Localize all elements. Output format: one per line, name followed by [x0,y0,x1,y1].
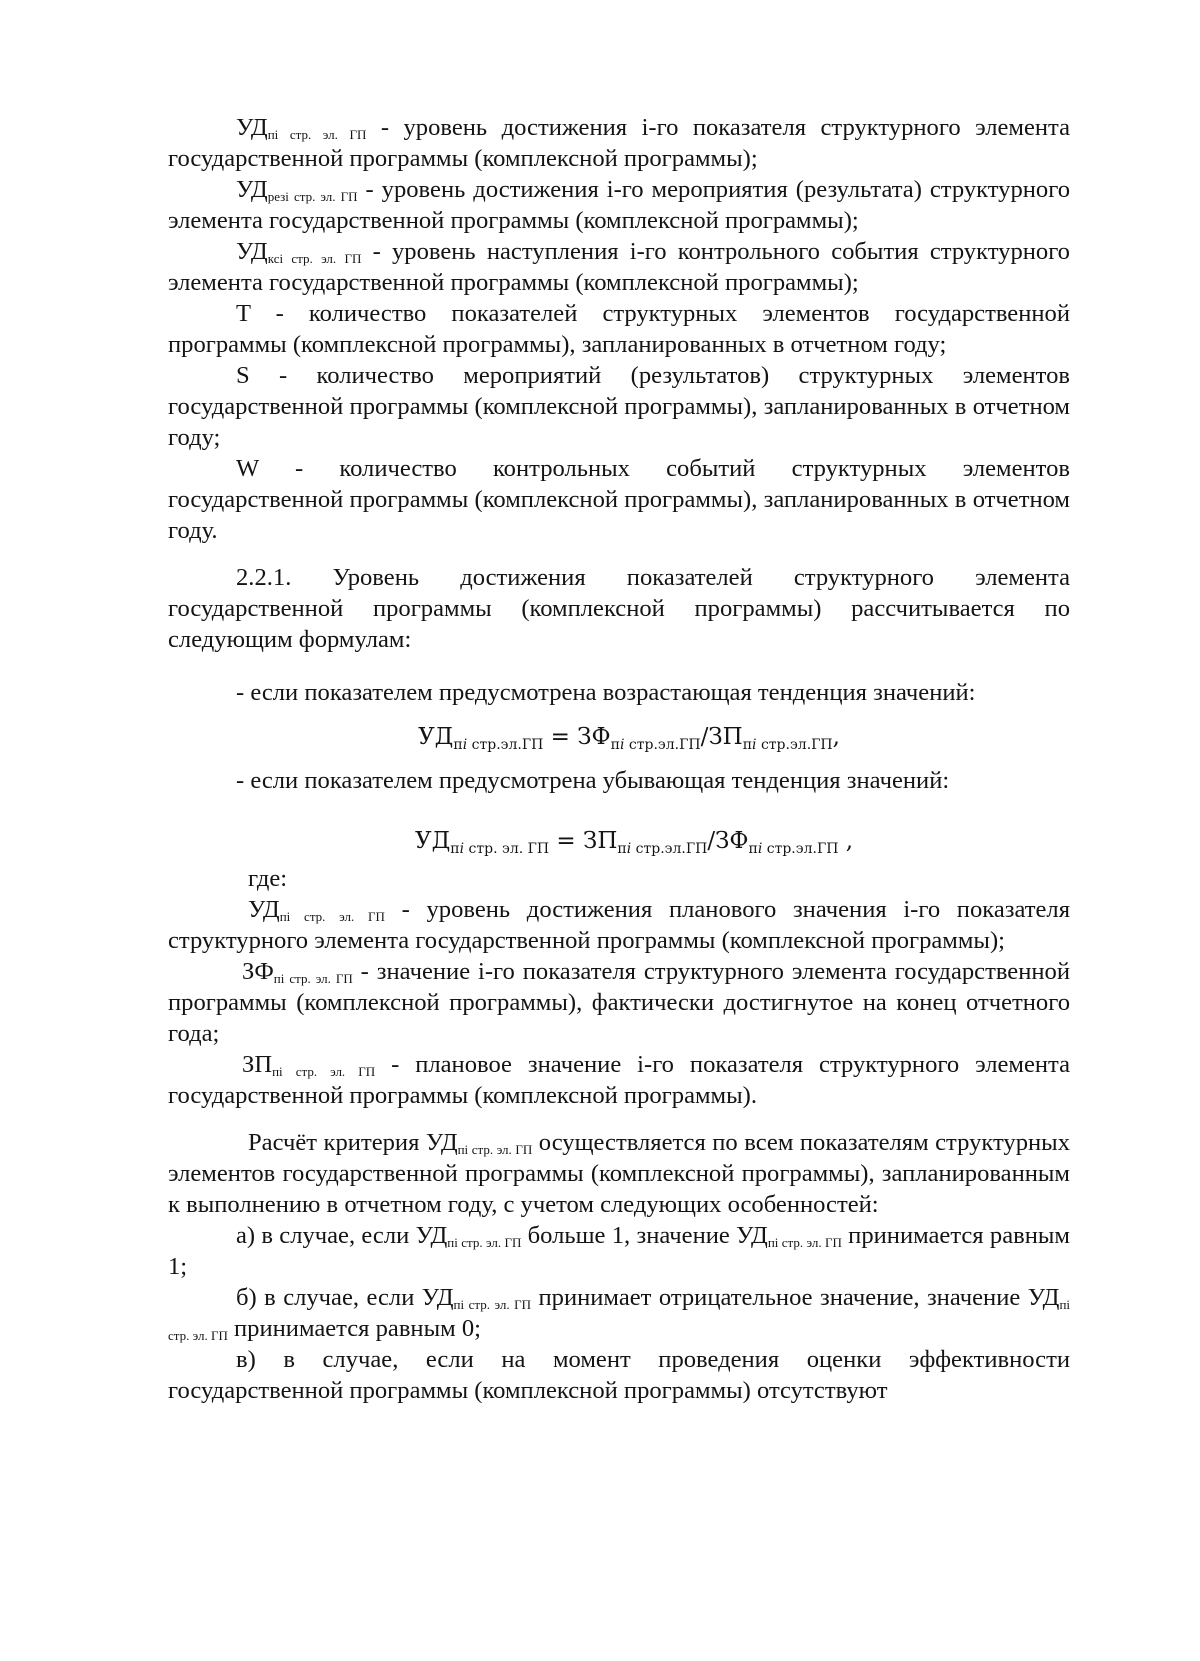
item-v: в) в случае, если на момент проведения оценки эффективности государственной программы (комплексной программы) отсутствуют [168,1346,1070,1404]
ud-ks-definition: $УД_{ксі стр. эл. ГП}$ - уровень наступления i-го контрольного события структурного элемента государственной программы (комплексной программы); [168,238,1070,296]
ud-pi-definition: $УД_{пі стр. эл. ГП}$ - уровень достижения i-го показателя структурного элемента государственной программы (комплексной программы); [168,114,1070,172]
formula-decreasing: $УД_{п𝑖 стр. эл. ГП} = ЗП_{п𝑖 стр.эл.ГП}/ЗФ_{п𝑖 стр.эл.ГП}$ , [414,828,854,857]
t-definition: T - количество показателей структурных элементов государственной программы (комплексной программы), запланированных в отчетном году; [168,300,1070,358]
item-b: б) в случае, если $УД_{пі стр. эл. ГП}$ принимает отрицательное значение, значение $УД_{пі стр. эл. ГП}$ принимается равным 0; [168,1284,1071,1343]
s-definition: S - количество мероприятий (результатов) структурных элементов государственной программы (комплексной программы), запланированных в отчетном году; [168,362,1070,451]
formula-increasing: $УД_{п𝑖 стр.эл.ГП} = ЗФ_{п𝑖 стр.эл.ГП}/ЗП_{п𝑖 стр.эл.ГП}$, [418,724,840,753]
increasing-trend-label: - если показателем предусмотрена возрастающая тенденция значений: [236,679,976,706]
ud-plan-definition: $УД_{пі стр. эл. ГП}$ - уровень достижения планового значения i-го показателя структурного элемента государственной программы (комплексной программы); [168,896,1071,954]
where-label: где: [248,865,288,892]
zp-definition: $ЗП_{пі стр. эл. ГП}$ - плановое значение i-го показателя структурного элемента государственной программы (комплексной программы). [168,1051,1070,1109]
decreasing-trend-label: - если показателем предусмотрена убывающая тенденция значений: [236,767,950,794]
item-a: а) в случае, если $УД_{пі стр. эл. ГП}$ больше 1, значение $УД_{пі стр. эл. ГП}$ принимается равным 1; [168,1222,1070,1280]
zf-definition: $ЗФ_{пі стр. эл. ГП}$ - значение i-го показателя структурного элемента государственной программы (комплексной программы), фактически достигнутое на конец отчетного года; [168,958,1070,1047]
document-page [168,112,1070,1406]
calculation-paragraph: Расчёт критерия $УД_{пі стр. эл. ГП}$ осуществляется по всем показателям структурных элементов государственной программы (комплексной программы), запланированным к выполнению в отчетном году, с учетом следующих особенностей: [168,1129,1070,1218]
section-2-2-1: 2.2.1. Уровень достижения показателей структурного элемента государственной программы (комплексной программы) рассчитывается по следующим формулам: [168,564,1070,653]
w-definition: W - количество контрольных событий структурных элементов государственной программы (комплексной программы), запланированных в отчетном году. [168,455,1070,544]
ud-rez-definition: $УД_{резі стр. эл. ГП}$ - уровень достижения i-го мероприятия (результата) структурного элемента государственной программы (комплексной программы); [168,176,1070,234]
